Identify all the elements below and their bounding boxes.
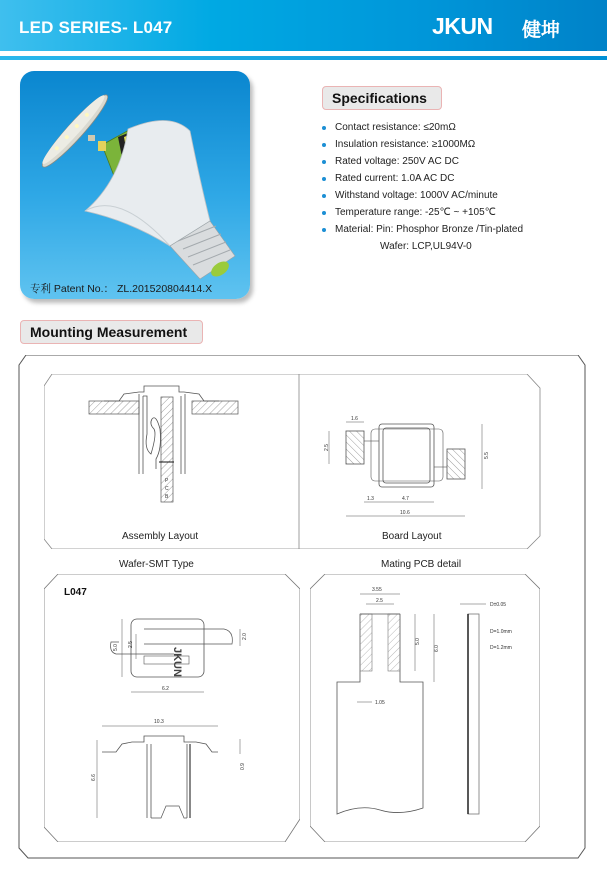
dim-width: 6.2 xyxy=(162,686,169,692)
dim-tab: 2.0 xyxy=(242,633,248,640)
assembly-layout-panel xyxy=(44,374,299,549)
wafer-smt-drawing xyxy=(44,574,300,842)
pcb-letter: B xyxy=(165,494,169,500)
dim-pad-height: 2.5 xyxy=(324,444,330,451)
jkun-marking: JKUN xyxy=(171,647,183,677)
thickness-option: D=1.2mm xyxy=(490,645,512,651)
patent-number: 专利 Patent No.： ZL.201520804414.X xyxy=(30,283,213,295)
led-bulb-illustration xyxy=(20,71,250,299)
assembly-layout-caption: Assembly Layout xyxy=(122,531,199,542)
specifications-heading-text: Specifications xyxy=(332,90,427,106)
brand-logo-cn: 健坤 xyxy=(522,20,561,41)
spec-item-continuation: Wafer: LCP,UL94V-0 xyxy=(380,241,472,252)
dim-outer: 3.55 xyxy=(372,587,382,593)
pcb-letter: C xyxy=(165,486,169,492)
dim-tongue-length: 6.0 xyxy=(434,645,440,652)
wafer-smt-panel xyxy=(44,574,300,842)
spec-item: Temperature range: -25℃ ~ +105℃ xyxy=(322,206,523,223)
spec-item: Material: Pin: Phosphor Bronze /Tin-plated xyxy=(322,223,523,240)
pcb-letter: P xyxy=(165,478,169,484)
specifications-list xyxy=(322,121,523,257)
specifications-heading xyxy=(322,86,442,110)
board-layout-panel xyxy=(299,374,541,549)
brand-logo: JKUN xyxy=(432,13,493,39)
spec-item: Rated current: 1.0A AC DC xyxy=(322,172,523,189)
header-stripe xyxy=(0,56,607,60)
dim-total-width: 10.6 xyxy=(400,510,410,516)
dim-body-height: 5.5 xyxy=(484,452,490,459)
mounting-heading-text: Mounting Measurement xyxy=(30,324,188,340)
dim-side-height: 6.6 xyxy=(91,774,97,781)
product-image xyxy=(20,71,250,299)
spec-item: Rated voltage: 250V AC DC xyxy=(322,155,523,172)
dim-pad-width: 1.6 xyxy=(351,416,358,422)
dim-gap: 1.3 xyxy=(367,496,374,502)
thickness-tolerance: D±0.05 xyxy=(490,602,507,608)
thickness-option: D=1.0mm xyxy=(490,629,512,635)
dim-side-width: 10.3 xyxy=(154,719,164,725)
dim-pitch: 2.5 xyxy=(128,641,134,648)
header-banner xyxy=(0,0,607,51)
dim-side-offset: 0.9 xyxy=(240,763,246,770)
spec-item: Withstand voltage: 1000V AC/minute xyxy=(322,189,523,206)
mating-pcb-panel xyxy=(310,574,540,842)
model-label: L047 xyxy=(64,587,87,598)
dim-pad-length: 5.0 xyxy=(415,638,421,645)
spec-item: Contact resistance: ≤20mΩ xyxy=(322,121,523,138)
page-title: LED SERIES- L047 xyxy=(19,18,173,37)
dim-inner: 2.5 xyxy=(376,598,383,604)
assembly-layout-drawing xyxy=(44,374,299,549)
board-layout-drawing xyxy=(299,374,541,549)
dim-body-width: 4.7 xyxy=(402,496,409,502)
dim-gap: 1.05 xyxy=(375,700,385,706)
mating-pcb-drawing xyxy=(310,574,540,842)
dim-height: 5.0 xyxy=(113,644,119,651)
board-layout-caption: Board Layout xyxy=(382,531,442,542)
mounting-heading xyxy=(20,320,203,344)
mating-pcb-title: Mating PCB detail xyxy=(381,559,462,570)
spec-item: Insulation resistance: ≥1000MΩ xyxy=(322,138,523,155)
wafer-smt-title: Wafer-SMT Type xyxy=(119,559,194,570)
